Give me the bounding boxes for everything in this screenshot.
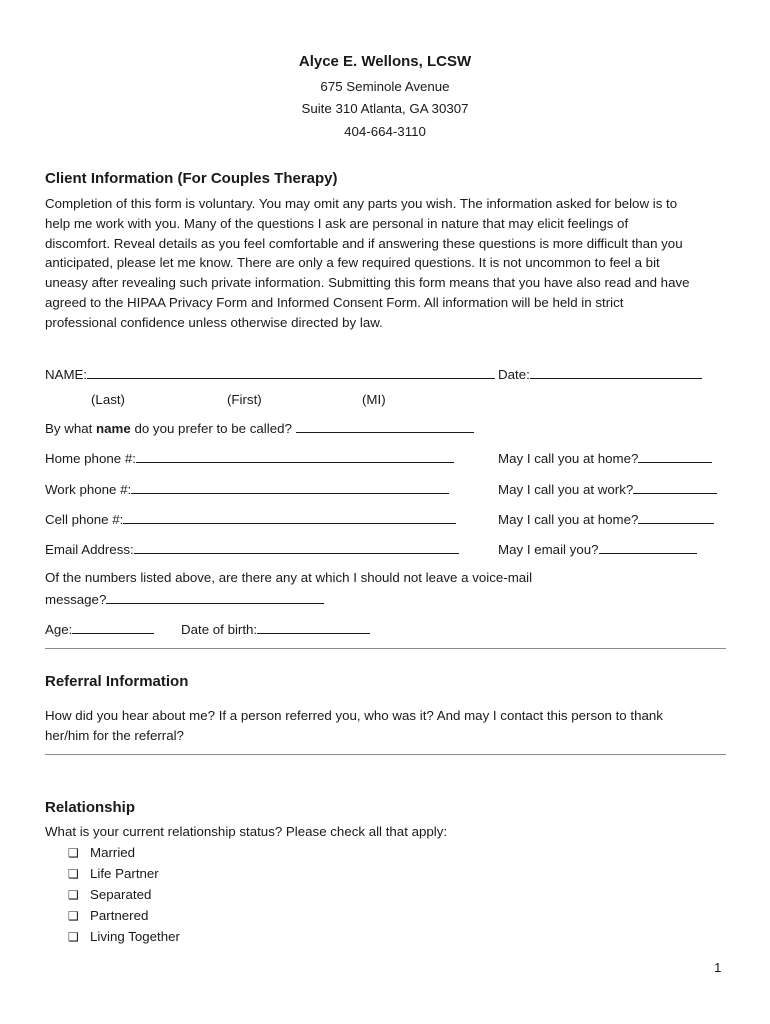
cell-phone-row	[45, 510, 456, 528]
checkbox-option-living-together[interactable]	[68, 929, 180, 945]
relationship-question: What is your current relationship status? Please check all that apply:	[45, 824, 448, 839]
checkbox-option-partnered[interactable]	[68, 908, 148, 924]
last-name-hint: (Last)	[91, 392, 125, 407]
email-ok-field[interactable]	[599, 540, 697, 554]
first-name-hint: (First)	[227, 392, 262, 407]
relationship-heading: Relationship	[45, 799, 136, 816]
voicemail-label: message?	[45, 592, 107, 607]
phone-number: 404-664-3110	[344, 124, 426, 139]
cell-call-label: May I call you at home?	[498, 512, 639, 527]
home-phone-row	[45, 449, 454, 467]
checkbox-icon[interactable]: ❑	[68, 909, 79, 923]
work-phone-field[interactable]	[131, 480, 449, 494]
voicemail-question: Of the numbers listed above, are there any at which I should not leave a voice-mail	[45, 570, 533, 585]
referral-heading: Referral Information	[45, 673, 189, 690]
home-call-row	[498, 449, 712, 467]
checkbox-icon[interactable]: ❑	[68, 888, 79, 902]
page-number: 1	[714, 960, 722, 975]
client-info-heading: Client Information (For Couples Therapy)	[45, 170, 338, 187]
work-call-row	[498, 480, 717, 498]
option-label: Living Together	[90, 929, 180, 944]
age-row	[45, 620, 154, 638]
preferred-name-bold: name	[96, 421, 131, 436]
work-phone-row	[45, 480, 449, 498]
preferred-name-suffix: do you prefer to be called?	[130, 421, 292, 436]
address-line-2: Suite 310 Atlanta, GA 30307	[301, 101, 469, 116]
home-phone-label: Home phone #:	[45, 451, 136, 466]
email-field[interactable]	[134, 540, 459, 554]
work-call-field[interactable]	[633, 480, 717, 494]
section-divider	[45, 648, 726, 649]
referral-answer-line[interactable]	[45, 754, 726, 755]
practitioner-name: Alyce E. Wellons, LCSW	[298, 53, 472, 70]
intro-line: Completion of this form is voluntary. You may omit any parts you wish. The information asked for below is to	[45, 196, 678, 211]
date-row	[498, 365, 702, 383]
checkbox-icon[interactable]: ❑	[68, 867, 79, 881]
intro-line: agreed to the HIPAA Privacy Form and Informed Consent Form. All information will be held in strict	[45, 294, 624, 310]
cell-call-field[interactable]	[638, 510, 714, 524]
intro-line: professional confidence unless otherwise directed by law.	[45, 314, 383, 330]
cell-phone-field[interactable]	[123, 510, 456, 524]
option-label: Life Partner	[90, 866, 159, 881]
address-line-1: 675 Seminole Avenue	[320, 79, 450, 94]
checkbox-icon[interactable]: ❑	[68, 930, 79, 944]
email-label: Email Address:	[45, 542, 134, 557]
dob-label: Date of birth:	[181, 622, 258, 637]
name-row	[45, 365, 495, 383]
home-call-field[interactable]	[638, 449, 712, 463]
dob-field[interactable]	[257, 620, 370, 634]
name-field[interactable]	[87, 365, 495, 379]
cell-call-row	[498, 510, 714, 528]
date-field[interactable]	[530, 365, 702, 379]
home-call-label: May I call you at home?	[498, 451, 639, 466]
dob-row	[181, 620, 370, 638]
checkbox-option-life-partner[interactable]	[68, 866, 159, 882]
intro-line: anticipated, please let me know. There are only a few required questions. It is not uncommon to feel a bit	[45, 255, 660, 271]
referral-question-line-2: her/him for the referral?	[45, 728, 184, 743]
date-label: Date:	[498, 367, 530, 382]
checkbox-icon[interactable]: ❑	[68, 846, 79, 860]
option-label: Partnered	[90, 908, 149, 923]
work-phone-label: Work phone #:	[45, 482, 132, 497]
cell-phone-label: Cell phone #:	[45, 512, 124, 527]
voicemail-row	[45, 590, 324, 608]
intro-line: discomfort. Reveal details as you feel comfortable and if answering these questions is more difficult than you	[45, 235, 683, 251]
checkbox-option-separated[interactable]	[68, 887, 151, 903]
age-label: Age:	[45, 622, 73, 637]
checkbox-option-married[interactable]	[68, 845, 135, 861]
middle-initial-hint: (MI)	[362, 392, 386, 407]
voicemail-field[interactable]	[106, 590, 324, 604]
work-call-label: May I call you at work?	[498, 482, 634, 497]
preferred-name-field[interactable]	[296, 419, 474, 433]
email-ok-label: May I email you?	[498, 542, 599, 557]
option-label: Separated	[90, 887, 152, 902]
preferred-name-row	[45, 419, 474, 437]
referral-question-line-1: How did you hear about me? If a person referred you, who was it? And may I contact this person to thank	[45, 708, 663, 723]
intro-paragraph	[45, 194, 725, 333]
option-label: Married	[90, 845, 136, 860]
home-phone-field[interactable]	[136, 449, 454, 463]
email-ok-row	[498, 540, 697, 558]
age-field[interactable]	[72, 620, 154, 634]
preferred-name-prefix: By what	[45, 421, 96, 436]
email-row	[45, 540, 459, 558]
name-label: NAME:	[45, 367, 88, 382]
intro-line: help me work with you. Many of the questions I ask are personal in nature that may elicit feelings of	[45, 215, 629, 231]
intro-line: uneasy after revealing such private information. Submitting this form means that you have also read and have	[45, 275, 690, 291]
